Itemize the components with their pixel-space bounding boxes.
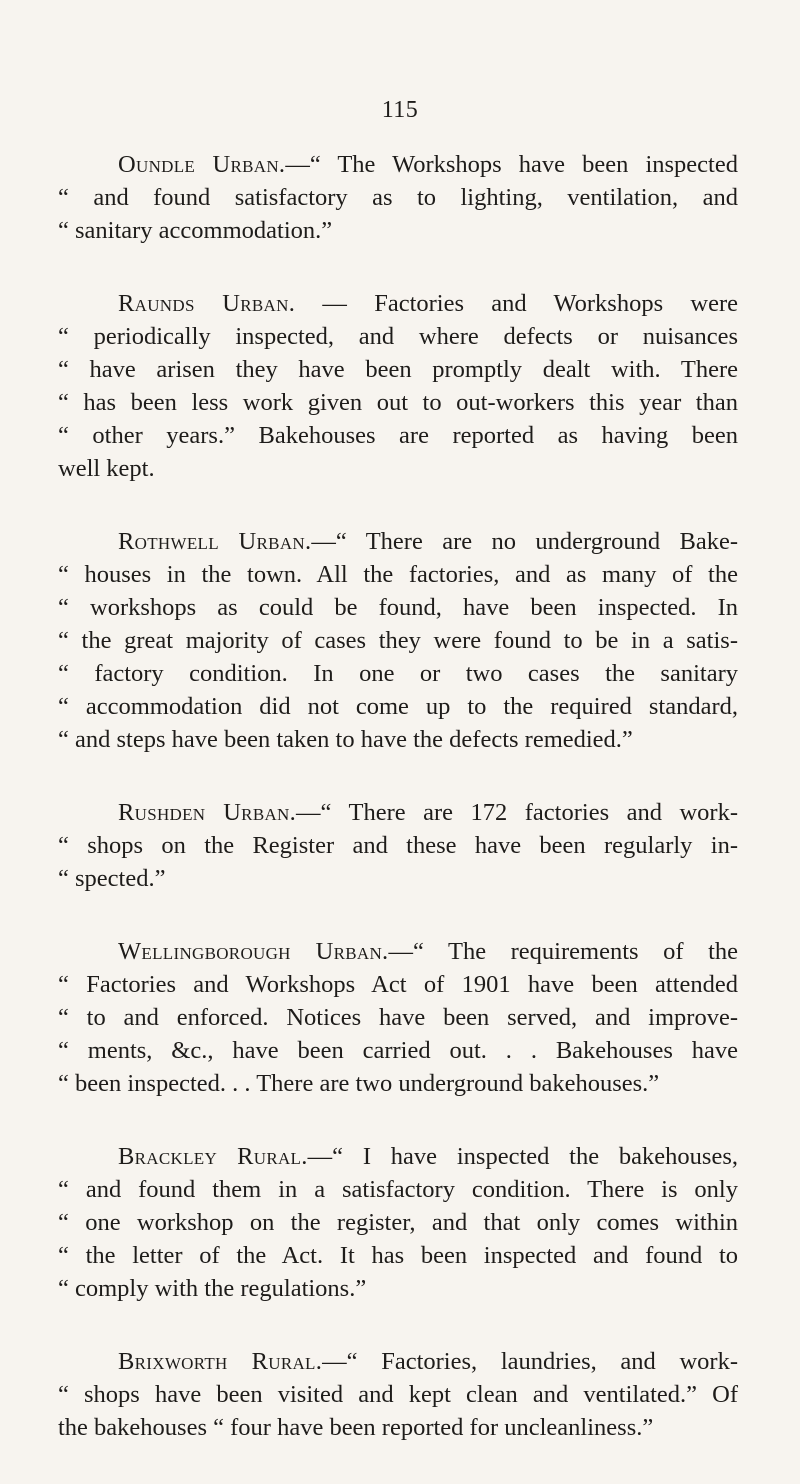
paragraph-line: “ other years.” Bakehouses are reported as having been [58,422,738,449]
paragraph-line: “ houses in the town. All the factories, and as many of the [58,561,738,588]
paragraph-rothwell-urban [58,525,738,756]
paragraph-line [58,1140,738,1173]
paragraph-line: “ accommodation did not come up to the required standard, [58,693,738,720]
paragraph-line: “ have arisen they have been promptly dealt with. There [58,356,738,383]
paragraph-line: the bakehouses “ four have been reported for uncleanliness.” [58,1414,654,1441]
paragraph-line: “ and found them in a satisfactory condition. There is only [58,1176,738,1203]
paragraph-text: —“ Factories, laundries, and work- [322,1348,739,1375]
paragraph-line: “ ments, &c., have been carried out. . . Bakehouses have [58,1037,738,1064]
paragraph-line: “ has been less work given out to out-workers this year than [58,389,738,416]
paragraph-raunds-urban [58,287,738,485]
paragraph-line: well kept. [58,455,155,482]
paragraph-heading: Brackley Rural. [118,1143,308,1170]
paragraph-brackley-rural [58,1140,738,1305]
paragraph-line: “ and steps have been taken to have the defects remedied.” [58,726,633,753]
paragraph-line: “ workshops as could be found, have been inspected. In [58,594,738,621]
paragraph-oundle-urban [58,148,738,247]
paragraph-line: “ spected.” [58,865,166,892]
paragraph-heading: Brixworth Rural. [118,1348,323,1375]
paragraph-text: —“ The Workshops have been inspected [285,151,738,178]
paragraph-line: “ periodically inspected, and where defects or nuisances [58,323,738,350]
paragraph-wellingborough-urban [58,935,738,1100]
paragraph-line [58,796,738,829]
paragraph-line [58,525,738,558]
paragraph-brixworth-rural [58,1345,738,1444]
paragraph-line: “ one workshop on the register, and that only comes within [58,1209,738,1236]
paragraph-line [58,287,738,320]
paragraph-line: “ and found satisfactory as to lighting, ventilation, and [58,184,738,211]
paragraph-heading: Raunds Urban. [118,290,296,317]
paragraph-line: “ shops have been visited and kept clean and ventilated.” Of [58,1381,738,1408]
paragraph-text: —“ I have inspected the bakehouses, [307,1143,738,1170]
paragraph-text: —“ The requirements of the [388,938,739,965]
paragraph-line [58,935,738,968]
paragraph-rushden-urban [58,796,738,895]
paragraph-line: “ shops on the Register and these have been regularly in- [58,832,738,859]
document-body [58,148,738,1484]
paragraph-line: “ the letter of the Act. It has been inspected and found to [58,1242,738,1269]
paragraph-heading: Oundle Urban. [118,151,286,178]
paragraph-text: — Factories and Workshops were [295,290,738,317]
paragraph-text: —“ There are 172 factories and work- [296,799,738,826]
paragraph-line [58,1345,738,1378]
paragraph-line: “ comply with the regulations.” [58,1275,367,1302]
paragraph-line: “ factory condition. In one or two cases the sanitary [58,660,738,687]
paragraph-line [58,148,738,181]
paragraph-line: “ the great majority of cases they were found to be in a satis- [58,627,738,654]
page-number: 115 [381,97,419,123]
paragraph-line: “ been inspected. . . There are two underground bakehouses.” [58,1070,660,1097]
paragraph-heading: Rothwell Urban. [118,528,312,555]
paragraph-line: “ Factories and Workshops Act of 1901 have been attended [58,971,738,998]
paragraph-text: —“ There are no underground Bake- [311,528,738,555]
paragraph-line: “ sanitary accommodation.” [58,217,333,244]
paragraph-line: “ to and enforced. Notices have been served, and improve- [58,1004,738,1031]
paragraph-heading: Wellingborough Urban. [118,938,389,965]
paragraph-heading: Rushden Urban. [118,799,297,826]
